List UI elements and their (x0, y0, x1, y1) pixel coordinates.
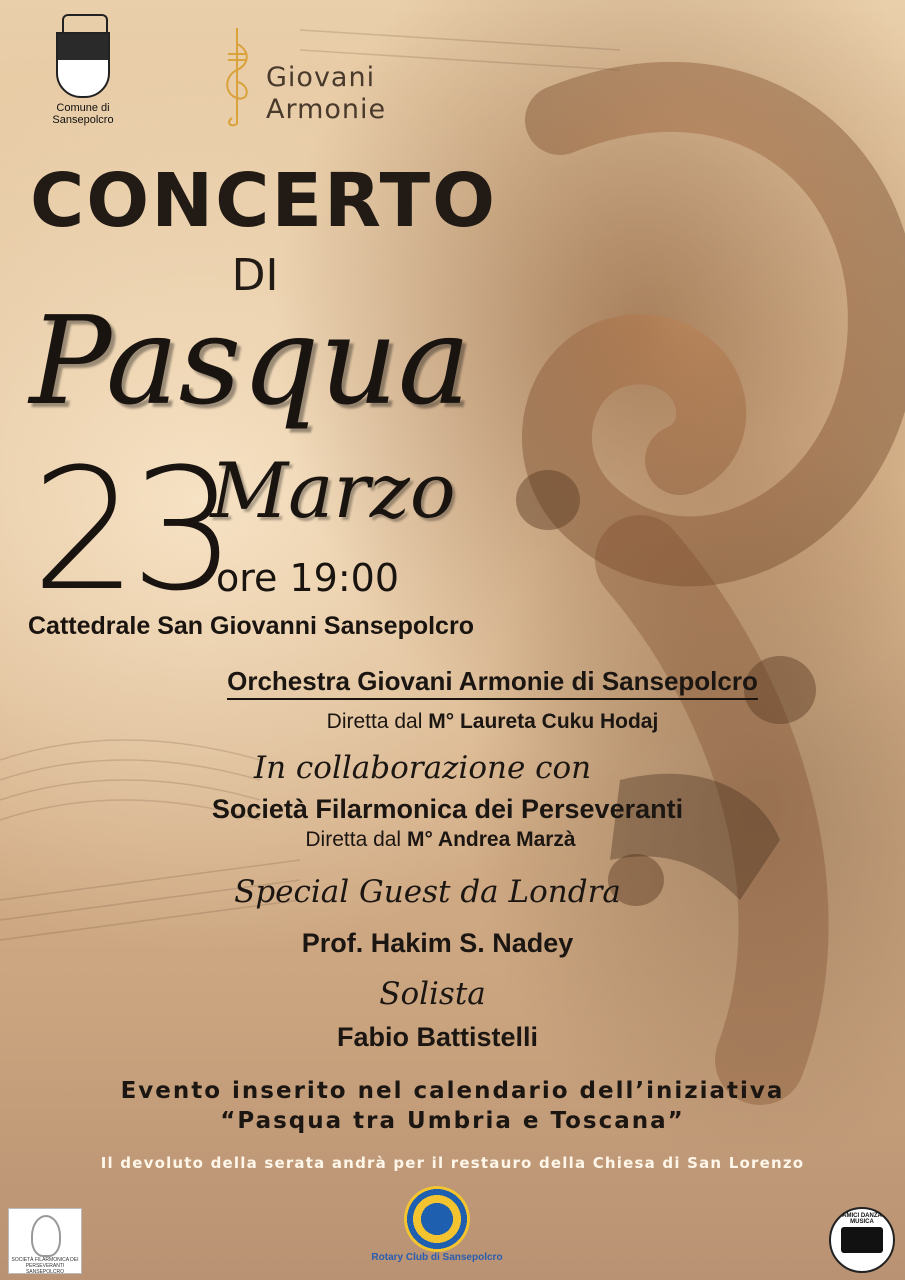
piano-keys-icon (841, 1227, 883, 1253)
director-prefix: Diretta dal (326, 710, 423, 733)
title-pasqua: Pasqua (29, 290, 471, 432)
event-venue: Cattedrale San Giovanni Sansepolcro (28, 612, 474, 640)
orchestra-name: Orchestra Giovani Armonie di Sansepolcro (227, 666, 758, 700)
orchestra-name-block (40, 666, 905, 697)
guest-name: Prof. Hakim S. Nadey (301, 928, 574, 958)
event-day: 23 (31, 432, 229, 628)
comune-crest-logo (48, 14, 118, 126)
orchestra-director: M° Laureta Cuku Hodaj (428, 710, 659, 733)
crown-icon (62, 14, 108, 32)
horn-icon (31, 1215, 61, 1257)
comune-label: Comune di Sansepolcro (52, 102, 114, 126)
footer-event-line: Evento inserito nel calendario dell’iniziativa (120, 1078, 785, 1104)
event-month: Marzo (210, 446, 456, 535)
footer-initiative-name: “Pasqua tra Umbria e Toscana” (220, 1108, 685, 1134)
rotary-logo-icon (404, 1186, 470, 1252)
society-director-line (0, 828, 893, 852)
giovani-armonie-logo (214, 24, 414, 134)
society-name: Società Filarmonica dei Perseveranti (211, 794, 684, 824)
event-time: ore 19:00 (216, 556, 400, 600)
society-director: M° Andrea Marzà (406, 828, 576, 851)
rotary-label: Rotary Club di Sansepolcro (371, 1252, 503, 1263)
director-prefix: Diretta dal (305, 828, 402, 851)
societa-logo-text: SOCIETÀ FILARMONICA DEI PERSEVERANTI SANSEPOLCRO (11, 1257, 79, 1275)
orchestra-director-line (40, 710, 905, 734)
treble-clef-icon (220, 24, 254, 132)
footer-donation-note: Il devoluto della serata andrà per il restauro della Chiesa di San Lorenzo (100, 1154, 805, 1172)
title-concerto: CONCERTO (30, 158, 498, 244)
soloist-intro: Solista (379, 976, 486, 1012)
giovani-word: Giovani (266, 62, 376, 93)
guest-intro: Special Guest da Londra (234, 874, 621, 910)
societa-filarmonica-logo (8, 1208, 82, 1274)
danza-musica-logo (829, 1207, 895, 1273)
armonie-word: Armonie (266, 94, 387, 125)
shield-icon (56, 32, 110, 98)
collab-intro: In collaborazione con (253, 750, 592, 786)
title-di: DI (231, 250, 279, 301)
danza-logo-text: AMICI DANZA MUSICA (842, 1213, 882, 1225)
soloist-name: Fabio Battistelli (336, 1022, 539, 1052)
